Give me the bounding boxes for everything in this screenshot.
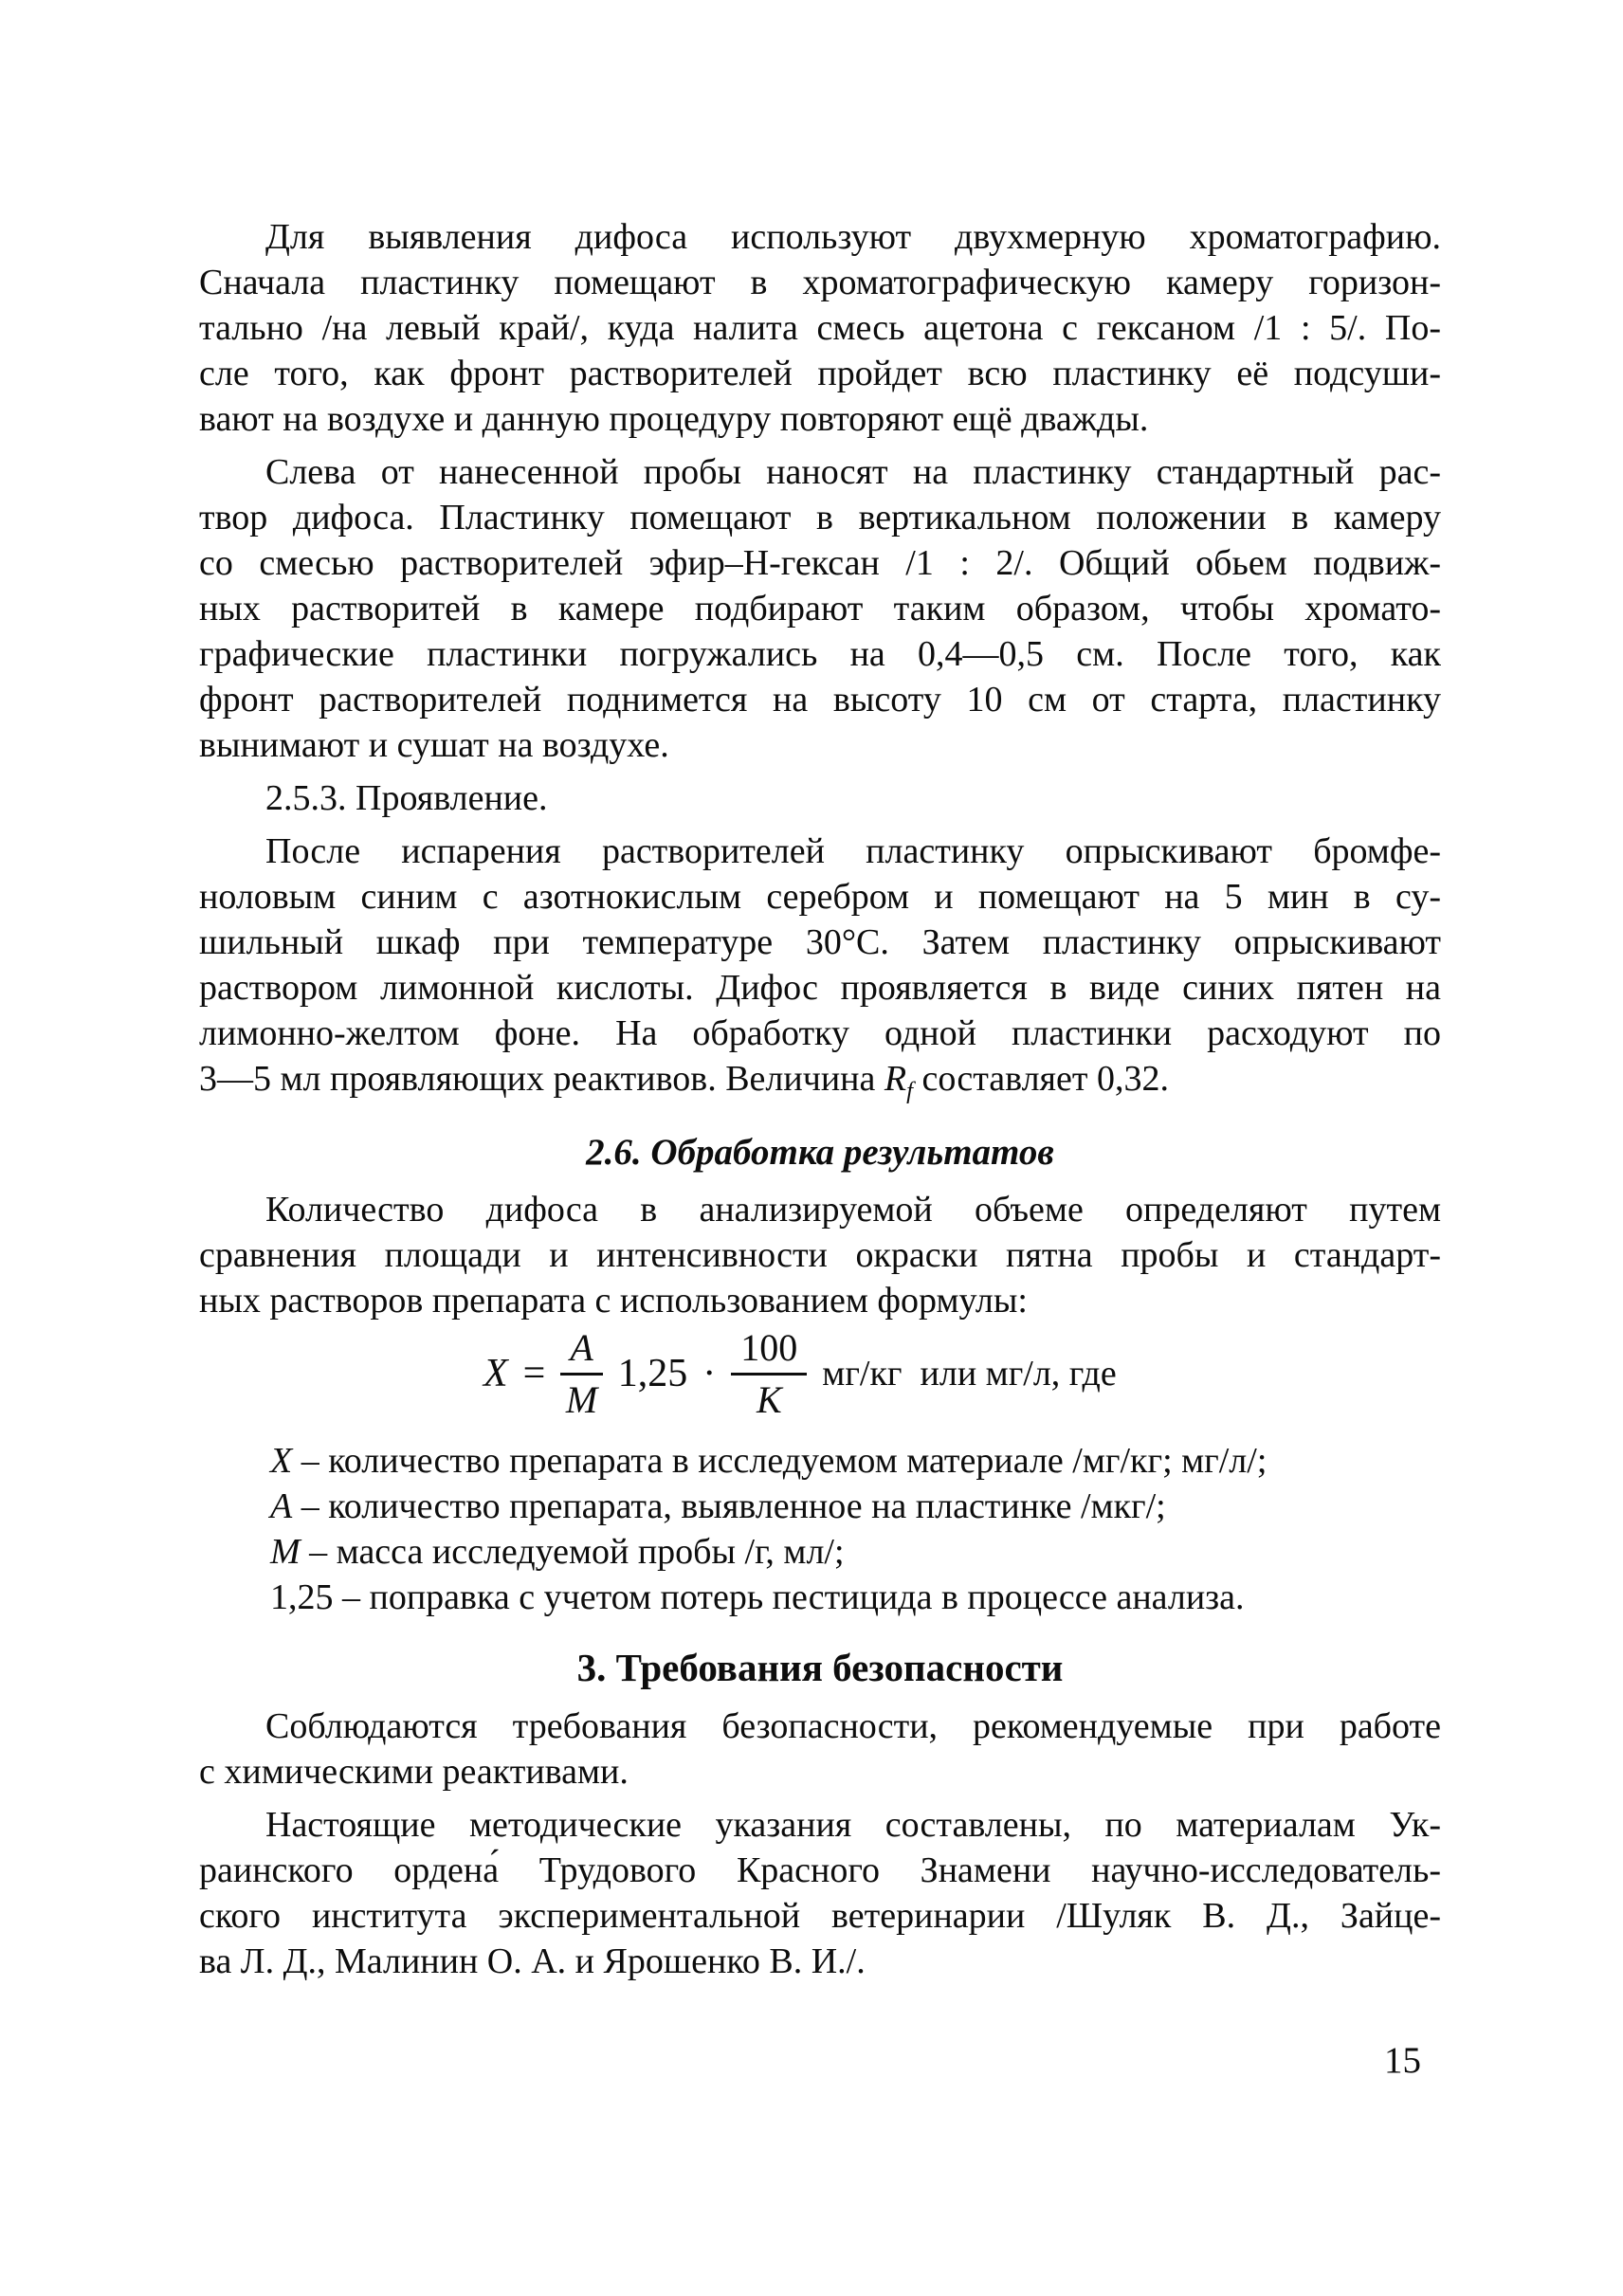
text-line: вают на воздухе и данную процедуру повторяют ещё дважды. (199, 399, 1149, 439)
paragraph-chromatography-2d (199, 214, 1441, 442)
text-line: Слева от нанесенной пробы наносят на пластинку стандартный рас- (265, 452, 1441, 492)
text-line: с химическими реактивами. (199, 1751, 629, 1792)
text-line: раствором лимонной кислоты. Дифос проявляется в виде синих пятен на (199, 968, 1441, 1008)
text-line: лимонно-желтом фоне. На обработку одной пластинки расходуют по (199, 1013, 1441, 1053)
definition-a (199, 1484, 1441, 1529)
definition-symbol: A (270, 1485, 293, 1526)
formula-coefficient: 1,25 (617, 1352, 688, 1396)
paragraph-standard-solution (199, 449, 1441, 768)
paragraph-authors (199, 1802, 1441, 1984)
paragraph-safety (199, 1704, 1441, 1795)
text-line: 2.5.3. Проявление. (265, 778, 548, 818)
formula-fraction-100-over-k (731, 1325, 807, 1421)
definition-m (199, 1529, 1441, 1575)
text-line: Количество дифоса в анализируемой объеме определяют путем (265, 1189, 1441, 1230)
rf-subscript: f (906, 1078, 914, 1104)
text-line: графические пластинки погружались на 0,4—0,5 см. После того, как (199, 634, 1441, 674)
text-line: ноловым синим с азотнокислым серебром и помещают на 5 мин в су- (199, 877, 1441, 917)
text-line: сравнения площади и интенсивности окраски пятна пробы и стандарт- (199, 1234, 1441, 1275)
formula-variable-x: X (483, 1352, 508, 1396)
definition-symbol: M (270, 1531, 301, 1572)
formula-units-text: мг/кг или мг/л, где (822, 1354, 1117, 1394)
text-line: После испарения растворителей пластинку опрыскивают бромфе- (265, 831, 1441, 871)
definition-symbol: 1,25 (270, 1576, 334, 1617)
text-line: твор дифоса. Пластинку помещают в вертикальном положении в камеру (199, 498, 1441, 538)
formula-x-equation (199, 1325, 1441, 1421)
text-line: ных растворитей в камере подбирают таким образом, чтобы хромато- (199, 589, 1441, 629)
definition-text: – масса исследуемой пробы /г, мл/; (300, 1531, 845, 1572)
formula-denominator-m: M (565, 1377, 598, 1421)
text-line: со смесью растворителей эфир–Н-гексан /1 : 2/. Общий обьем подвиж- (199, 543, 1441, 583)
definition-text: – поправка с учетом потерь пестицида в процессе анализа. (333, 1576, 1245, 1617)
paragraph-quantity-determination (199, 1187, 1441, 1323)
formula-numerator-a: A (560, 1329, 602, 1376)
formula-equals-sign: = (522, 1352, 546, 1396)
text-line: раинского ордена́ Трудового Красного Знамени научно-исследователь- (199, 1850, 1441, 1890)
formula-multiplication-dot: · (702, 1352, 717, 1396)
rf-line-pre: 3—5 мл проявляющих реактивов. Величина (199, 1059, 884, 1099)
text-block (199, 214, 1441, 1984)
formula-denominator-k: K (756, 1377, 782, 1421)
rf-line-post: составляет 0,32. (913, 1059, 1170, 1099)
formula-fraction-a-over-m (560, 1325, 602, 1421)
section-heading-26-results-processing: 2.6. Обработка результатов (586, 1131, 1054, 1173)
text-line: Настоящие методические указания составлены, по материалам Ук- (265, 1804, 1441, 1845)
text-line: вынимают и сушат на воздухе. (199, 725, 669, 765)
text-line: Для выявления дифоса используют двухмерную хроматографию. (265, 217, 1441, 257)
text-line: ва Л. Д., Малинин О. А. и Ярошенко В. И./. (199, 1941, 866, 1981)
definition-text: – количество препарата, выявленное на пластинке /мкг/; (292, 1485, 1166, 1526)
definition-coefficient (199, 1575, 1441, 1620)
definition-x (199, 1438, 1441, 1484)
text-line: Соблюдаются требования безопасности, рекомендуемые при работе (265, 1705, 1441, 1746)
text-line: шильный шкаф при температуре 30°С. Затем пластинку опрыскивают (199, 922, 1441, 962)
text-line: сле того, как фронт растворителей пройдет всю пластинку её подсуши- (199, 354, 1441, 393)
page-number: 15 (1384, 2040, 1421, 2081)
rf-symbol: R (884, 1059, 907, 1099)
formula-numerator-100: 100 (731, 1329, 807, 1376)
section-heading-3-safety-requirements: 3. Требования безопасности (576, 1645, 1064, 1689)
subsection-253-manifestation (199, 775, 1441, 821)
text-line-rf-value (199, 1056, 1441, 1115)
formula-definitions-list (199, 1438, 1441, 1620)
text-line: тально /на левый край/, куда налита смесь ацетона с гексаном /1 : 5/. По- (199, 308, 1441, 348)
definition-text: – количество препарата в исследуемом материале /мг/кг; мг/л/; (292, 1440, 1267, 1481)
text-line: ных растворов препарата с использованием формулы: (199, 1280, 1028, 1321)
text-line: Сначала пластинку помещают в хроматографическую камеру горизон- (199, 263, 1441, 302)
definition-symbol: X (270, 1440, 293, 1481)
text-line: ского института экспериментальной ветеринарии /Шуляк В. Д., Зайце- (199, 1895, 1441, 1936)
text-line: фронт растворителей поднимется на высоту 10 см от старта, пластинку (199, 680, 1441, 720)
paragraph-development (199, 829, 1441, 1115)
